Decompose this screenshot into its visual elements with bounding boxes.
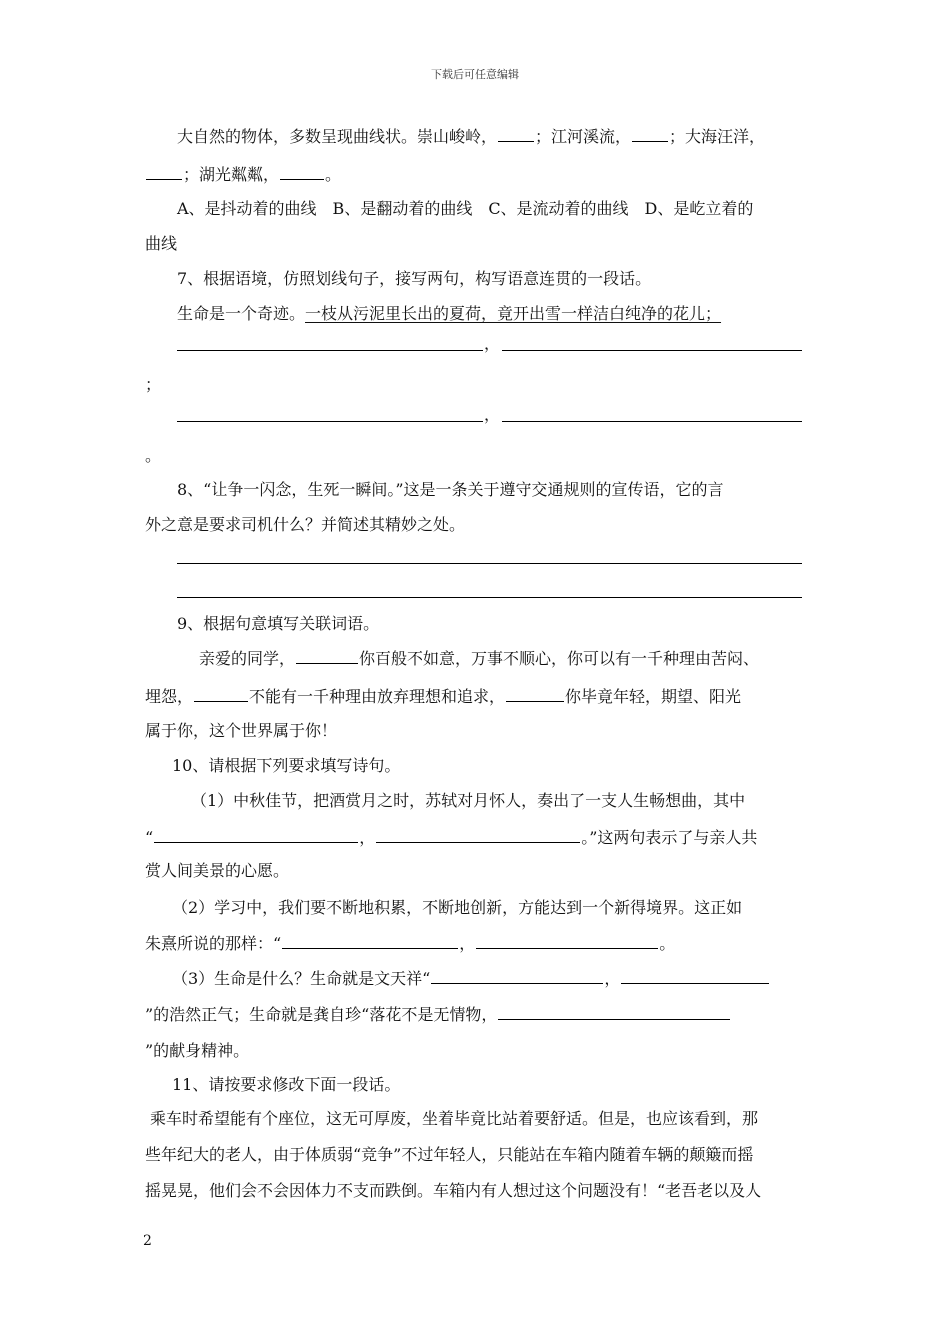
q9-blank-3[interactable] [506, 686, 564, 702]
q7-answer-line-1b[interactable] [502, 350, 802, 351]
q10-p2-lead: 朱熹所说的那样：“ [145, 934, 282, 953]
q10-p1-quote-open: “ [145, 828, 154, 847]
q10-p3-blank-1[interactable] [431, 968, 603, 984]
q9-blank-1[interactable] [296, 648, 358, 664]
q9-line-2 [145, 686, 741, 708]
q7-answer-line-2a[interactable] [177, 421, 483, 422]
q6-options: A、是抖动着的曲线 B、是翻动着的曲线 C、是流动着的曲线 D、是屹立着的 [177, 199, 754, 218]
q9-text-b: 你百般不如意，万事不顺心，你可以有一千种理由苦闷、 [359, 649, 760, 668]
q9-text-e: 你毕竟年轻，期望、阳光 [565, 687, 742, 706]
q6-text-e: 。 [325, 165, 342, 184]
q7-title: 7、根据语境，仿照划线句子，接写两句，构写语意连贯的一段话。 [177, 269, 652, 288]
q11-line-2: 些年纪大的老人，由于体质弱“竞争”不过年轻人，只能站在车箱内随着车辆的颠簸而摇 [145, 1145, 754, 1164]
q10-title: 10、请根据下列要求填写诗句。 [172, 756, 401, 775]
q7-semicolon: ； [145, 375, 162, 394]
q10-p1-blank-1[interactable] [154, 827, 358, 843]
q10-p2-line-1: （2）学习中，我们要不断地积累，不断地创新，方能达到一个新得境界。这正如 [172, 898, 743, 917]
q7-underlined-sentence: 一枝从污泥里长出的夏荷，竟开出雪一样洁白纯净的花儿； [305, 304, 722, 323]
q8-line-1: 8、“让争一闪念，生死一瞬间。”这是一条关于遵守交通规则的宣传语，它的言 [177, 480, 724, 499]
q9-line-3: 属于你，这个世界属于你！ [145, 721, 338, 740]
q10-p3-blank-3[interactable] [498, 1004, 730, 1020]
q8-line-2: 外之意是要求司机什么？并简述其精妙之处。 [145, 515, 466, 534]
q9-text-a: 亲爱的同学， [199, 649, 296, 668]
q9-text-d: 不能有一千种理由放弃理想和追求， [249, 687, 506, 706]
q7-comma-1: ， [484, 334, 501, 353]
q7-lead: 生命是一个奇迹。 [177, 304, 306, 323]
q7-answer-line-1a[interactable] [177, 350, 483, 351]
q10-p2-blank-1[interactable] [282, 933, 458, 949]
q10-p2-comma: ， [459, 934, 476, 953]
q10-p3-text: ”的浩然正气；生命就是龚自珍“落花不是无情物， [145, 1005, 498, 1024]
q6-options-cont: 曲线 [145, 234, 178, 253]
q6-text-c: ；大海汪洋， [669, 127, 766, 146]
q10-p1-line-3: 赏人间美景的心愿。 [145, 861, 290, 880]
q9-line-1 [199, 648, 759, 670]
q10-p1-line-1: （1）中秋佳节，把酒赏月之时，苏轼对月怀人，奏出了一支人生畅想曲，其中 [191, 791, 746, 810]
q6-text-b: ；江河溪流， [535, 127, 632, 146]
q8-answer-line-2[interactable] [177, 597, 802, 598]
q6-blank-1[interactable] [498, 126, 534, 142]
q7-prompt [177, 303, 721, 325]
q10-p3-comma: ， [604, 969, 621, 988]
q10-p1-blank-2[interactable] [376, 827, 580, 843]
q7-answer-line-2b[interactable] [502, 421, 802, 422]
q9-blank-2[interactable] [194, 686, 248, 702]
q11-line-1: 乘车时希望能有个座位，这无可厚废，坐着毕竟比站着要舒适。但是，也应该看到，那 [150, 1109, 759, 1128]
q10-p2-period: 。 [659, 934, 676, 953]
q6-line-1 [177, 126, 765, 148]
q11-title: 11、请按要求修改下面一段话。 [172, 1075, 401, 1094]
q10-p3-line-1 [172, 968, 770, 990]
q6-line-2 [145, 164, 341, 186]
q10-p3-blank-2[interactable] [621, 968, 769, 984]
q10-p3-lead: （3）生命是什么？生命就是文天祥“ [172, 969, 431, 988]
q10-p1-comma: ， [359, 828, 376, 847]
q10-p1-tail: 。”这两句表示了与亲人共 [581, 828, 758, 847]
q9-title: 9、根据句意填写关联词语。 [177, 614, 380, 633]
q9-text-c: 埋怨， [145, 687, 194, 706]
q6-text-d: ；湖光粼粼， [183, 165, 280, 184]
q8-answer-line-1[interactable] [177, 563, 802, 564]
q10-p2-line-2 [145, 933, 675, 955]
q10-p2-blank-2[interactable] [476, 933, 658, 949]
page-header: 下载后可任意编辑 [431, 68, 519, 81]
q10-p3-line-3: ”的献身精神。 [145, 1041, 250, 1060]
q6-blank-4[interactable] [280, 164, 324, 180]
q7-period: 。 [145, 446, 162, 465]
q10-p1-line-2 [145, 827, 757, 849]
q6-blank-2[interactable] [632, 126, 668, 142]
q6-text-a: 大自然的物体，多数呈现曲线状。崇山峻岭， [177, 127, 498, 146]
q7-comma-2: ， [484, 405, 501, 424]
q6-blank-3[interactable] [146, 164, 182, 180]
q10-p3-line-2 [145, 1004, 731, 1026]
q11-line-3: 摇晃晃，他们会不会因体力不支而跌倒。车箱内有人想过这个问题没有！“老吾老以及人 [145, 1181, 762, 1200]
page-number: 2 [143, 1233, 152, 1249]
